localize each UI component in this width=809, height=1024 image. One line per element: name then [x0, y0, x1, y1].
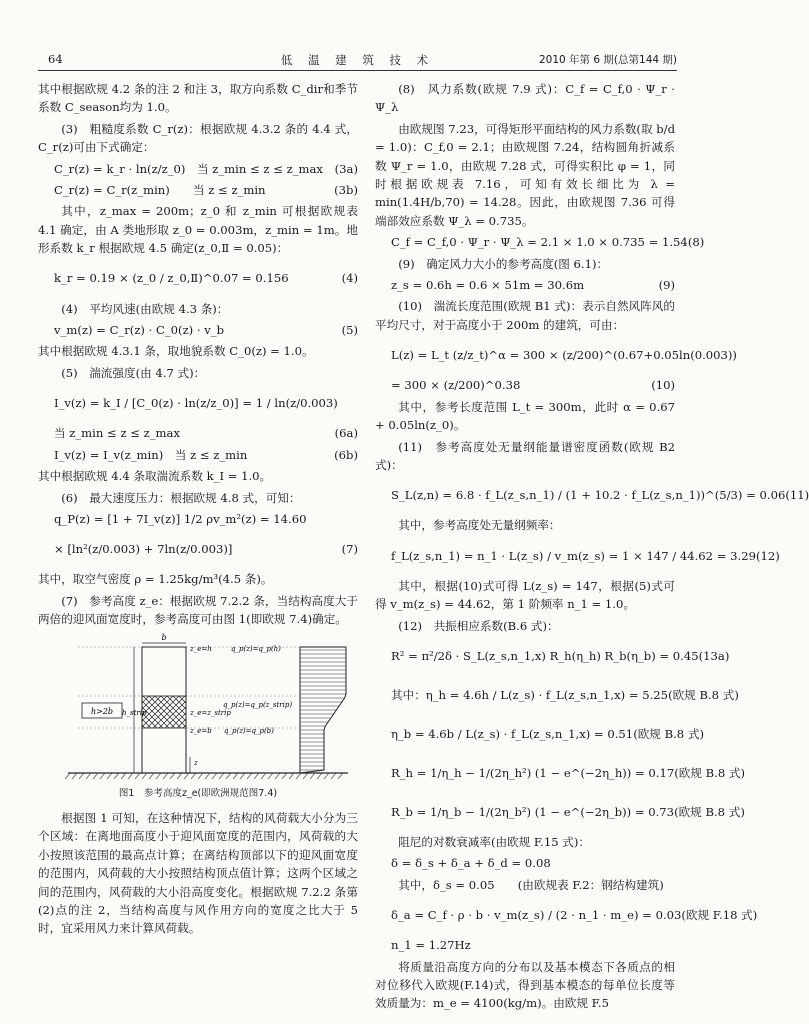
paragraph: (6) 最大速度压力：根据欧规 4.8 式，可知： [61, 490, 301, 505]
ground-hatch-stroke [212, 773, 217, 779]
ze-h-label: z_e=h [190, 644, 212, 653]
ground-hatch-stroke [177, 773, 182, 779]
ground-hatch-stroke [303, 773, 308, 779]
ground-hatch-stroke [135, 773, 140, 779]
ground-hatch-stroke [142, 773, 147, 779]
paragraph: 其中，δ_s = 0.05 (由欧规表 F.2：钢结构建筑) [398, 877, 664, 892]
ground-hatch-stroke [128, 773, 133, 779]
ground-hatch-stroke [324, 773, 329, 779]
paragraph: 将质量沿高度方向的分布以及基本模态下各质点的相对位移代入欧规(F.14)式，得到基本模态的每单位长度等效质量为：m_e = 4100(kg/m)。由欧规 F.5 [375, 959, 675, 1011]
strip-hatch [142, 696, 186, 728]
ground-hatch-stroke [72, 773, 77, 779]
ground-hatch-stroke [121, 773, 126, 779]
qp-b-label: q_p(z)=q_p(b) [224, 726, 274, 735]
paragraph: 阻尼的对数衰减率(由欧规 F.15 式)： [398, 834, 590, 849]
pressure-arrows [300, 650, 346, 770]
ground-hatch-stroke [226, 773, 231, 779]
paragraph: 其中，取空气密度 ρ = 1.25kg/m³(4.5 条)。 [38, 572, 273, 587]
left-column [38, 80, 358, 941]
equation-10b: = 300 × (z/200)^0.38 (10) [391, 378, 675, 393]
ground-hatch-stroke [107, 773, 112, 779]
ground-hatch-stroke [65, 773, 70, 779]
ground-hatch-stroke [114, 773, 119, 779]
ground-hatch-stroke [310, 773, 315, 779]
equation-6b: I_v(z) = I_v(z_min) 当 z ≤ z_min (6b) [54, 447, 358, 462]
h2b-label: h>2b [90, 706, 114, 716]
paragraph: (3) 粗糙度系数 C_r(z)：根据欧规 4.3.2 条的 4.4 式，C_r(z)可由下式确定： [38, 121, 358, 155]
ground-hatch-stroke [317, 773, 322, 779]
paragraph: (5) 湍流强度(由 4.7 式)： [61, 365, 206, 380]
figure-diagram [38, 633, 358, 783]
equation-7b: × [ln²(z/0.003) + 7ln(z/0.003)] (7) [54, 542, 358, 557]
equation-8: C_f = C_f,0 · Ψ_r · Ψ_λ = 2.1 × 1.0 × 0.735 = 1.54 (8) [391, 235, 705, 250]
equation-rb: R_b = 1/η_b − 1/(2η_b²) (1 − e^(−2η_b)) = 0.73 (欧规 B.8 式) [391, 804, 745, 819]
hstrip-label: h_strip [122, 708, 147, 717]
paragraph: 由欧规图 7.23，可得矩形平面结构的风力系数(取 b/d = 1.0)：C_f,0 = 2.1；由欧规图 7.24，结构圆角折减系数 Ψ_r = 1.0，由欧规 7.28 式，可得实积比 φ = 1，同时根据欧规表 7.16，可知有效长细比为 λ = min(1.4H/b,70) = 14.28。因此，由欧规图 7.36 可得端部效应系数 Ψ_λ = 0.735。 [375, 121, 675, 228]
ground-hatch-stroke [198, 773, 203, 779]
right-column [375, 80, 809, 1016]
equation-rh: R_h = 1/η_h − 1/(2η_h²) (1 − e^(−2η_h)) = 0.17 (欧规 B.8 式) [391, 765, 746, 780]
ground-hatch-stroke [247, 773, 252, 779]
ground-hatch-stroke [191, 773, 196, 779]
page-header [38, 50, 677, 71]
equation-eta-b: η_b = 4.6b / L(z_s) · f_L(z_s,n_1,x) = 0.51 (欧规 B.8 式) [391, 726, 704, 741]
paragraph: 其中，参考高度处无量纲频率： [398, 518, 561, 533]
equation-5: v_m(z) = C_r(z) · C_0(z) · v_b (5) [54, 323, 358, 338]
paragraph: (9) 确定风力大小的参考高度(图 6.1)： [398, 256, 609, 271]
ground-hatch-stroke [254, 773, 259, 779]
ground-hatch-stroke [79, 773, 84, 779]
equation-9: z_s = 0.6h = 0.6 × 51m = 30.6m (9) [391, 278, 675, 293]
ground-hatch-stroke [296, 773, 301, 779]
z-label: z [194, 758, 198, 767]
paragraph: 其中根据欧规 4.3.1 条，取地貌系数 C_0(z) = 1.0。 [38, 344, 314, 359]
ground-hatch-stroke [100, 773, 105, 779]
width-label-b: b [161, 632, 167, 642]
equation-13a: R² = π²/2δ · S_L(z_s,n_1,x) R_h(η_h) R_b(η_b) = 0.45 (13a) [391, 648, 730, 663]
ground-hatch-stroke [93, 773, 98, 779]
qp-strip-label: q_p(z)=q_p(z_strip) [223, 700, 293, 709]
ground-hatch-stroke [268, 773, 273, 779]
equation-12: f_L(z_s,n_1) = n_1 · L(z_s) / v_m(z_s) = 1 × 147 / 44.62 = 3.29 (12) [391, 548, 780, 563]
equation-11: S_L(z,n) = 6.8 · f_L(z_s,n_1) / (1 + 10.2 · f_L(z_s,n_1))^(5/3) = 0.06 (11) [391, 488, 809, 503]
ground-hatch-stroke [275, 773, 280, 779]
paragraph: (4) 平均风速(由欧规 4.3 条)： [61, 301, 229, 316]
page-number: 64 [48, 52, 63, 66]
journal-title: 低 温 建 筑 技 术 [280, 53, 435, 67]
paragraph: 其中根据欧规 4.2 条的注 2 和注 3，取方向系数 C_dir和季节系数 C_season均为 1.0。 [38, 82, 358, 115]
paragraph: 其中，参考长度范围 L_t = 300m，此时 α = 0.67 + 0.05ln(z_0)。 [375, 399, 675, 433]
ground-hatch-stroke [205, 773, 210, 779]
paragraph: (7) 参考高度 z_e：根据欧规 7.2.2 条，当结构高度大于两倍的迎风面宽度时，参考高度可由图 1(即欧规 7.4)确定。 [38, 593, 358, 627]
ground-hatch-stroke [240, 773, 245, 779]
paragraph: (10) 湍流长度范围(欧规 B1 式)：表示自然风阵风的平均尺寸，对于高度小于 200m 的建筑，可由： [375, 299, 675, 332]
paragraph: (12) 共振相应系数(B.6 式)： [398, 618, 559, 633]
equation-3b: C_r(z) = C_r(z_min) 当 z ≤ z_min (3b) [54, 183, 358, 198]
equation-n1: n_1 = 1.27Hz [391, 938, 471, 953]
paragraph: (11) 参考高度处无量纲能量谱密度函数(欧规 B2 式)： [375, 439, 675, 472]
figure-reference-height [38, 633, 358, 783]
ground-hatch-stroke [261, 773, 266, 779]
ground-hatch-stroke [338, 773, 343, 779]
ground-hatch-stroke [156, 773, 161, 779]
ground-hatch-stroke [331, 773, 336, 779]
paragraph: 其中，z_max = 200m；z_0 和 z_min 可根据欧规表 4.1 确定，由 A 类地形取 z_0 = 0.003m，z_min = 1m。地形系数 k_r 根据欧规 4.5 确定(z_0,Ⅱ = 0.05)： [38, 204, 358, 256]
ground-hatch [65, 773, 343, 779]
paragraph: (8) 风力系数(欧规 7.9 式)：C_f = C_f,0 · Ψ_r · Ψ_λ [375, 82, 675, 115]
qp-h-label: q_p(z)=q_p(h) [231, 644, 281, 653]
equation-eta-h: 其中：η_h = 4.6h / L(z_s) · f_L(z_s,n_1,x) = 5.25 (欧规 B.8 式) [391, 687, 739, 702]
ground-hatch-stroke [170, 773, 175, 779]
equation-7a: q_P(z) = [1 + 7I_v(z)] 1/2 ρv_m²(z) = 14.60 [54, 511, 307, 526]
paragraph: 其中根据欧规 4.4 条取湍流系数 k_I = 1.0。 [38, 469, 272, 484]
ground-hatch-stroke [163, 773, 168, 779]
equation-3a: C_r(z) = k_r · ln(z/z_0) 当 z_min ≤ z ≤ z_max (3a) [54, 161, 358, 176]
ground-hatch-stroke [282, 773, 287, 779]
ground-hatch-stroke [289, 773, 294, 779]
ground-hatch-stroke [149, 773, 154, 779]
equation-delta-a: δ_a = C_f · ρ · b · v_m(z_s) / (2 · n_1 · m_e) = 0.03 (欧规 F.18 式) [391, 907, 758, 922]
paragraph: 根据图 1 可知，在这种情况下，结构的风荷载大小分为三个区域：在离地面高度小于迎风面宽度的范围内，风荷载的大小按照该范围的最高点计算；在离结构顶部以下的迎风面宽度的范围内，风荷载的大小按照结构顶点值计算；这两个区域之间的范围内，风荷载的大小沿高度变化。根据欧规 7.2.2 条第(2)点的注 2，当结构高度与风作用方向的宽度之比大于 5 时，宜采用风力来计算风荷载。 [38, 810, 358, 936]
equation-10a: L(z) = L_t (z/z_t)^α = 300 × (z/200)^(0.67+0.05ln(0.003)) [391, 348, 737, 363]
paragraph: 其中，根据(10)式可得 L(z_s) = 147，根据(5)式可得 v_m(z_s) = 44.62，第 1 阶频率 n_1 = 1.0。 [375, 578, 675, 612]
equation-4: k_r = 0.19 × (z_0 / z_0,Ⅱ)^0.07 = 0.156 (4) [54, 271, 358, 286]
issue-info: 2010 年第 6 期(总第144 期) [539, 54, 677, 66]
ground-hatch-stroke [86, 773, 91, 779]
equation-delta: δ = δ_s + δ_a + δ_d = 0.08 [391, 856, 551, 871]
ze-strip-label: z_e=z_strip [190, 708, 231, 717]
ground-hatch-stroke [219, 773, 224, 779]
equation-6a: I_v(z) = k_I / [C_0(z) · ln(z/z_0)] = 1 / ln(z/0.003) [54, 396, 338, 411]
ground-hatch-stroke [184, 773, 189, 779]
ground-hatch-stroke [233, 773, 238, 779]
ze-b-label: z_e=b [190, 726, 212, 735]
figure-caption: 图1 参考高度z_e(即欧洲规范图7.4) [118, 787, 278, 799]
equation-6a-condition: 当 z_min ≤ z ≤ z_max (6a) [54, 426, 358, 441]
